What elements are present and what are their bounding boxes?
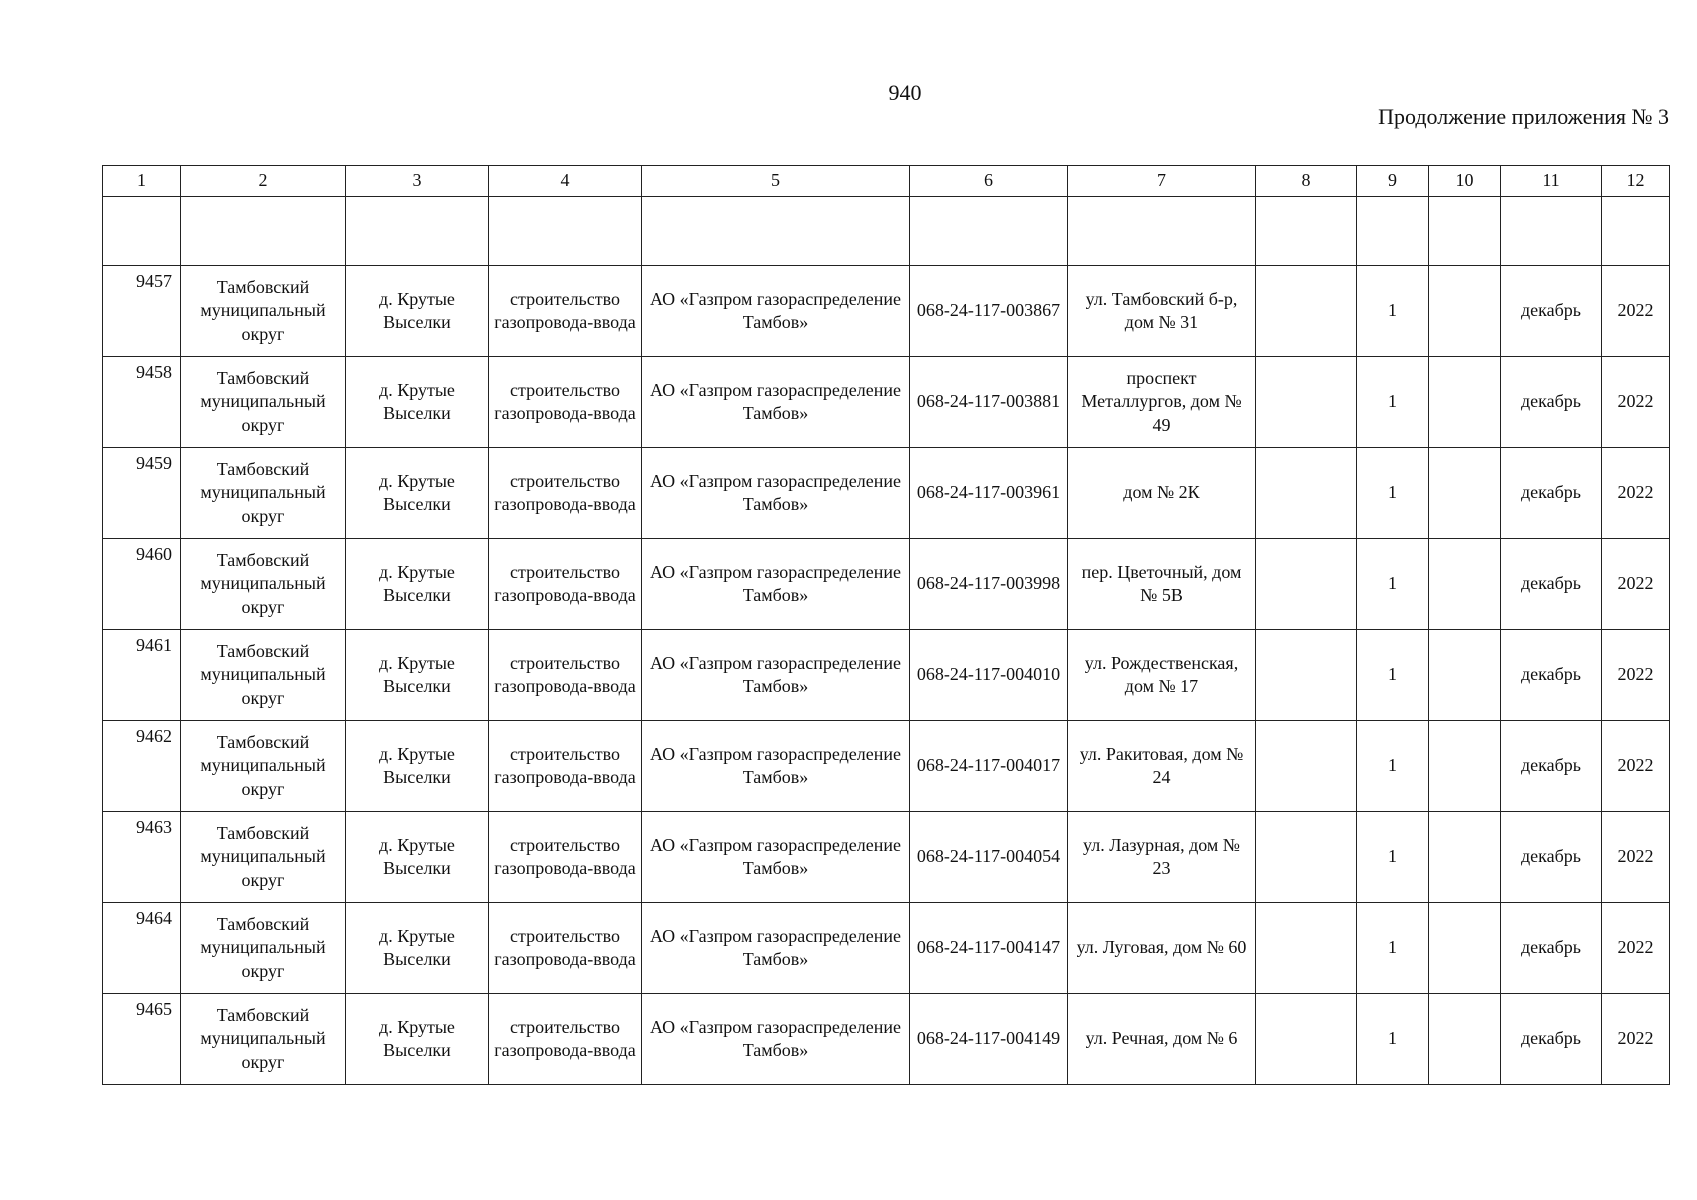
row-number-cell: 9464 [103, 903, 181, 994]
address-cell: дом № 2К [1068, 448, 1256, 539]
address-cell: ул. Луговая, дом № 60 [1068, 903, 1256, 994]
organization-cell: АО «Газпром газораспределение Тамбов» [642, 357, 910, 448]
organization-cell: АО «Газпром газораспределение Тамбов» [642, 994, 910, 1085]
organization-cell: АО «Газпром газораспределение Тамбов» [642, 721, 910, 812]
organization-cell: АО «Газпром газораспределение Тамбов» [642, 448, 910, 539]
column-8-cell [1256, 448, 1357, 539]
year-cell: 2022 [1602, 721, 1670, 812]
column-number: 3 [346, 166, 489, 197]
table-row [103, 994, 1670, 1085]
address-cell: проспект Металлургов, дом № 49 [1068, 357, 1256, 448]
registry-table [102, 165, 1670, 1085]
settlement-cell: д. Крутые Выселки [346, 721, 489, 812]
count-cell: 1 [1357, 266, 1429, 357]
work-type-cell: строительство газопровода-ввода [489, 721, 642, 812]
column-number: 1 [103, 166, 181, 197]
count-cell: 1 [1357, 721, 1429, 812]
empty-spacer-row [103, 197, 1670, 266]
row-number-cell: 9457 [103, 266, 181, 357]
table-row [103, 812, 1670, 903]
table-row [103, 357, 1670, 448]
object-code-cell: 068-24-117-003998 [910, 539, 1068, 630]
settlement-cell: д. Крутые Выселки [346, 539, 489, 630]
object-code-cell: 068-24-117-004054 [910, 812, 1068, 903]
settlement-cell: д. Крутые Выселки [346, 630, 489, 721]
column-number: 10 [1429, 166, 1501, 197]
column-number: 12 [1602, 166, 1670, 197]
column-10-cell [1429, 539, 1501, 630]
settlement-cell: д. Крутые Выселки [346, 448, 489, 539]
empty-cell [910, 197, 1068, 266]
district-cell: Тамбовский муниципальный округ [181, 539, 346, 630]
organization-cell: АО «Газпром газораспределение Тамбов» [642, 630, 910, 721]
empty-cell [1501, 197, 1602, 266]
year-cell: 2022 [1602, 448, 1670, 539]
table-row [103, 630, 1670, 721]
column-8-cell [1256, 721, 1357, 812]
count-cell: 1 [1357, 448, 1429, 539]
year-cell: 2022 [1602, 539, 1670, 630]
column-10-cell [1429, 721, 1501, 812]
table-row [103, 266, 1670, 357]
object-code-cell: 068-24-117-003881 [910, 357, 1068, 448]
month-cell: декабрь [1501, 448, 1602, 539]
count-cell: 1 [1357, 812, 1429, 903]
month-cell: декабрь [1501, 994, 1602, 1085]
month-cell: декабрь [1501, 630, 1602, 721]
settlement-cell: д. Крутые Выселки [346, 357, 489, 448]
district-cell: Тамбовский муниципальный округ [181, 903, 346, 994]
object-code-cell: 068-24-117-003867 [910, 266, 1068, 357]
empty-cell [181, 197, 346, 266]
settlement-cell: д. Крутые Выселки [346, 994, 489, 1085]
column-number: 2 [181, 166, 346, 197]
column-number: 7 [1068, 166, 1256, 197]
organization-cell: АО «Газпром газораспределение Тамбов» [642, 266, 910, 357]
empty-cell [1068, 197, 1256, 266]
column-number: 6 [910, 166, 1068, 197]
district-cell: Тамбовский муниципальный округ [181, 721, 346, 812]
object-code-cell: 068-24-117-004147 [910, 903, 1068, 994]
object-code-cell: 068-24-117-004017 [910, 721, 1068, 812]
work-type-cell: строительство газопровода-ввода [489, 448, 642, 539]
column-10-cell [1429, 812, 1501, 903]
table-row [103, 448, 1670, 539]
settlement-cell: д. Крутые Выселки [346, 266, 489, 357]
row-number-cell: 9458 [103, 357, 181, 448]
empty-cell [489, 197, 642, 266]
empty-cell [1357, 197, 1429, 266]
month-cell: декабрь [1501, 812, 1602, 903]
district-cell: Тамбовский муниципальный округ [181, 448, 346, 539]
column-8-cell [1256, 994, 1357, 1085]
column-10-cell [1429, 357, 1501, 448]
object-code-cell: 068-24-117-004010 [910, 630, 1068, 721]
table-row [103, 903, 1670, 994]
empty-cell [346, 197, 489, 266]
month-cell: декабрь [1501, 357, 1602, 448]
count-cell: 1 [1357, 630, 1429, 721]
row-number-cell: 9465 [103, 994, 181, 1085]
column-8-cell [1256, 357, 1357, 448]
work-type-cell: строительство газопровода-ввода [489, 812, 642, 903]
empty-cell [1256, 197, 1357, 266]
work-type-cell: строительство газопровода-ввода [489, 994, 642, 1085]
year-cell: 2022 [1602, 357, 1670, 448]
district-cell: Тамбовский муниципальный округ [181, 994, 346, 1085]
page-number: 940 [888, 80, 922, 105]
appendix-continuation-title: Продолжение приложения № 3 [1378, 104, 1669, 129]
row-number-cell: 9461 [103, 630, 181, 721]
column-10-cell [1429, 630, 1501, 721]
address-cell: ул. Лазурная, дом № 23 [1068, 812, 1256, 903]
column-8-cell [1256, 539, 1357, 630]
month-cell: декабрь [1501, 539, 1602, 630]
row-number-cell: 9460 [103, 539, 181, 630]
work-type-cell: строительство газопровода-ввода [489, 357, 642, 448]
column-number: 8 [1256, 166, 1357, 197]
object-code-cell: 068-24-117-004149 [910, 994, 1068, 1085]
organization-cell: АО «Газпром газораспределение Тамбов» [642, 539, 910, 630]
work-type-cell: строительство газопровода-ввода [489, 266, 642, 357]
row-number-cell: 9459 [103, 448, 181, 539]
column-number-header-row [103, 166, 1670, 197]
organization-cell: АО «Газпром газораспределение Тамбов» [642, 812, 910, 903]
column-10-cell [1429, 994, 1501, 1085]
row-number-cell: 9463 [103, 812, 181, 903]
column-number: 9 [1357, 166, 1429, 197]
column-8-cell [1256, 266, 1357, 357]
empty-cell [1602, 197, 1670, 266]
year-cell: 2022 [1602, 266, 1670, 357]
district-cell: Тамбовский муниципальный округ [181, 812, 346, 903]
address-cell: ул. Ракитовая, дом № 24 [1068, 721, 1256, 812]
column-8-cell [1256, 903, 1357, 994]
column-number: 4 [489, 166, 642, 197]
column-10-cell [1429, 448, 1501, 539]
month-cell: декабрь [1501, 721, 1602, 812]
column-8-cell [1256, 630, 1357, 721]
address-cell: ул. Речная, дом № 6 [1068, 994, 1256, 1085]
column-8-cell [1256, 812, 1357, 903]
count-cell: 1 [1357, 994, 1429, 1085]
table-body [103, 166, 1670, 1085]
year-cell: 2022 [1602, 630, 1670, 721]
table-row [103, 539, 1670, 630]
table-row [103, 721, 1670, 812]
column-number: 11 [1501, 166, 1602, 197]
count-cell: 1 [1357, 357, 1429, 448]
settlement-cell: д. Крутые Выселки [346, 903, 489, 994]
district-cell: Тамбовский муниципальный округ [181, 266, 346, 357]
district-cell: Тамбовский муниципальный округ [181, 630, 346, 721]
empty-cell [1429, 197, 1501, 266]
address-cell: ул. Рождественская, дом № 17 [1068, 630, 1256, 721]
address-cell: пер. Цветочный, дом № 5В [1068, 539, 1256, 630]
column-10-cell [1429, 903, 1501, 994]
empty-cell [103, 197, 181, 266]
empty-cell [642, 197, 910, 266]
column-10-cell [1429, 266, 1501, 357]
work-type-cell: строительство газопровода-ввода [489, 539, 642, 630]
settlement-cell: д. Крутые Выселки [346, 812, 489, 903]
year-cell: 2022 [1602, 812, 1670, 903]
row-number-cell: 9462 [103, 721, 181, 812]
count-cell: 1 [1357, 539, 1429, 630]
column-number: 5 [642, 166, 910, 197]
object-code-cell: 068-24-117-003961 [910, 448, 1068, 539]
address-cell: ул. Тамбовский б-р, дом № 31 [1068, 266, 1256, 357]
count-cell: 1 [1357, 903, 1429, 994]
work-type-cell: строительство газопровода-ввода [489, 903, 642, 994]
month-cell: декабрь [1501, 903, 1602, 994]
month-cell: декабрь [1501, 266, 1602, 357]
district-cell: Тамбовский муниципальный округ [181, 357, 346, 448]
organization-cell: АО «Газпром газораспределение Тамбов» [642, 903, 910, 994]
year-cell: 2022 [1602, 994, 1670, 1085]
work-type-cell: строительство газопровода-ввода [489, 630, 642, 721]
year-cell: 2022 [1602, 903, 1670, 994]
